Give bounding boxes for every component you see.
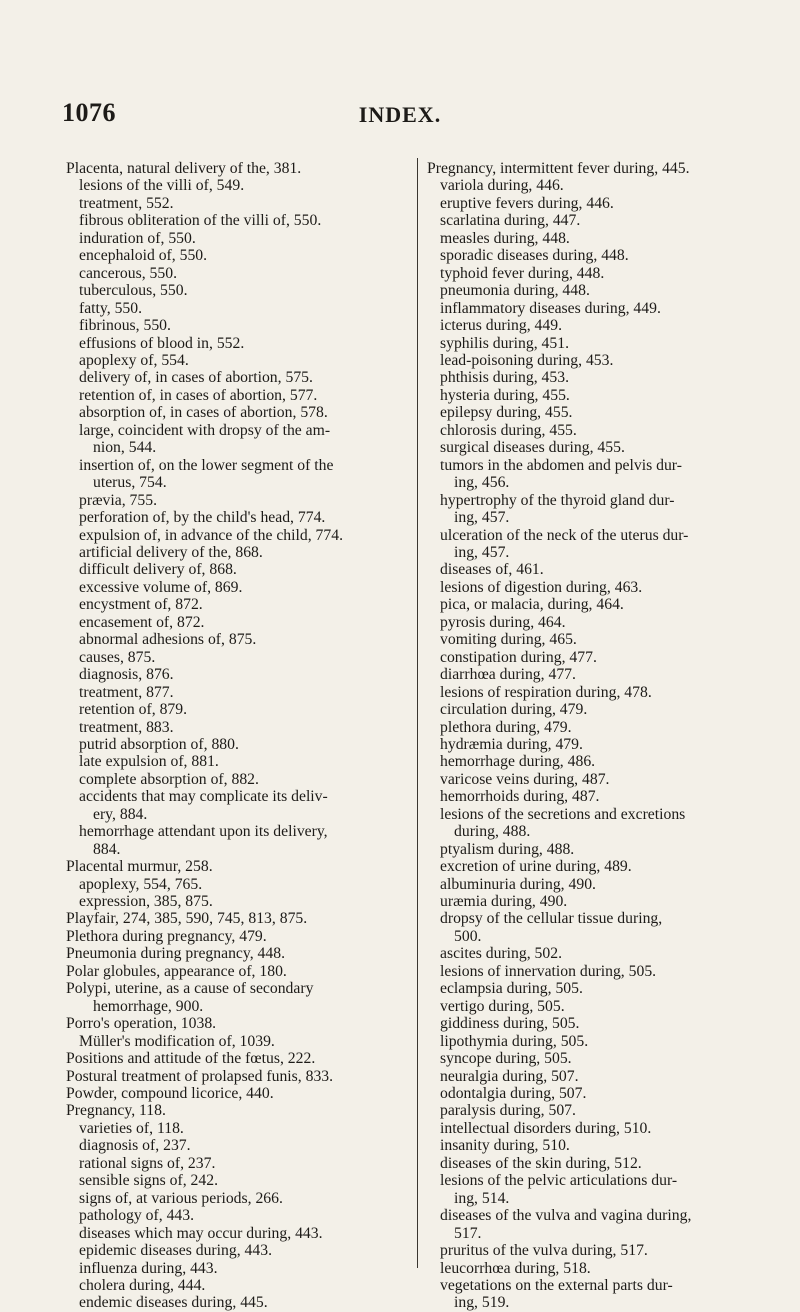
index-entry: diseases which may occur during, 443. xyxy=(79,1224,323,1242)
index-entry: treatment, 552. xyxy=(79,194,174,212)
index-entry: ulceration of the neck of the uterus dur- xyxy=(440,526,689,544)
index-entry: fibrinous, 550. xyxy=(79,317,171,335)
index-entry-continuation: ing, 514. xyxy=(454,1189,510,1207)
index-entry: encystment of, 872. xyxy=(79,596,203,614)
index-entry: prævia, 755. xyxy=(79,491,157,509)
index-entry: effusions of blood in, 552. xyxy=(79,334,245,352)
index-entry: circulation during, 479. xyxy=(440,701,588,719)
index-entry: Pneumonia during pregnancy, 448. xyxy=(66,945,285,963)
index-entry: Plethora during pregnancy, 479. xyxy=(66,927,267,945)
index-entry: Powder, compound licorice, 440. xyxy=(66,1085,274,1103)
index-entry: lesions of the pelvic articulations dur- xyxy=(440,1172,678,1190)
index-entry: expression, 385, 875. xyxy=(79,893,213,911)
index-entry: eruptive fevers during, 446. xyxy=(440,194,614,212)
index-entry: varieties of, 118. xyxy=(79,1119,184,1137)
index-entry: retention of, in cases of abortion, 577. xyxy=(79,386,318,404)
index-entry: inflammatory diseases during, 449. xyxy=(440,299,661,317)
index-entry-continuation: nion, 544. xyxy=(93,439,157,457)
index-entry: delivery of, in cases of abortion, 575. xyxy=(79,369,313,387)
index-entry: excretion of urine during, 489. xyxy=(440,858,632,876)
index-entry: insertion of, on the lower segment of the xyxy=(79,456,334,474)
index-entry: epilepsy during, 455. xyxy=(440,404,573,422)
index-entry: cancerous, 550. xyxy=(79,264,178,282)
index-entry: ascites during, 502. xyxy=(440,945,562,963)
index-entry: induration of, 550. xyxy=(79,229,196,247)
index-entry: diarrhœa during, 477. xyxy=(440,666,576,684)
index-entry: varicose veins during, 487. xyxy=(440,770,610,788)
index-entry: giddiness during, 505. xyxy=(440,1015,580,1033)
index-entry: vomiting during, 465. xyxy=(440,631,577,649)
index-entry: Müller's modification of, 1039. xyxy=(79,1032,275,1050)
index-entry: ptyalism during, 488. xyxy=(440,840,575,858)
index-entry: hemorrhoids during, 487. xyxy=(440,788,600,806)
index-entry: endemic diseases during, 445. xyxy=(79,1294,268,1312)
index-entry: dropsy of the cellular tissue during, xyxy=(440,910,663,928)
index-entry: eclampsia during, 505. xyxy=(440,980,583,998)
index-entry: Placental murmur, 258. xyxy=(66,858,213,876)
index-entry: lesions of the villi of, 549. xyxy=(79,177,245,195)
index-entry: hypertrophy of the thyroid gland dur- xyxy=(440,491,675,509)
index-entry: Postural treatment of prolapsed funis, 833. xyxy=(66,1067,334,1085)
index-entry: sporadic diseases during, 448. xyxy=(440,247,629,265)
index-entry: syphilis during, 451. xyxy=(440,334,569,352)
index-entry: perforation of, by the child's head, 774. xyxy=(79,509,326,527)
index-entry: hemorrhage attendant upon its delivery, xyxy=(79,823,328,841)
index-entry: artificial delivery of the, 868. xyxy=(79,543,263,561)
index-entry: lesions of respiration during, 478. xyxy=(440,683,652,701)
index-entry: putrid absorption of, 880. xyxy=(79,735,239,753)
column-divider xyxy=(417,158,418,1268)
index-entry: intellectual disorders during, 510. xyxy=(440,1119,652,1137)
index-entry: hemorrhage during, 486. xyxy=(440,753,596,771)
index-entry: treatment, 883. xyxy=(79,718,174,736)
index-entry: diseases of the skin during, 512. xyxy=(440,1154,642,1172)
index-entry: excessive volume of, 869. xyxy=(79,578,243,596)
index-entry: apoplexy of, 554. xyxy=(79,351,189,369)
index-entry: epidemic diseases during, 443. xyxy=(79,1242,272,1260)
index-column-right xyxy=(427,160,772,1312)
index-entry-continuation: ing, 457. xyxy=(454,509,510,527)
page-number: 1076 xyxy=(62,98,116,127)
index-entry: measles during, 448. xyxy=(440,229,570,247)
index-entry: pyrosis during, 464. xyxy=(440,613,566,631)
index-entry: tumors in the abdomen and pelvis dur- xyxy=(440,456,682,474)
index-entry: Positions and attitude of the fœtus, 222. xyxy=(66,1050,316,1068)
index-entry: pica, or malacia, during, 464. xyxy=(440,596,624,614)
index-entry: large, coincident with dropsy of the am- xyxy=(79,421,331,439)
index-entry-continuation: 517. xyxy=(454,1224,482,1242)
index-entry-continuation: 884. xyxy=(93,840,121,858)
index-entry: pathology of, 443. xyxy=(79,1207,195,1225)
index-entry: diseases of the vulva and vagina during, xyxy=(440,1207,692,1225)
index-entry: lead-poisoning during, 453. xyxy=(440,351,614,369)
index-entry: plethora during, 479. xyxy=(440,718,572,736)
index-entry: uræmia during, 490. xyxy=(440,893,568,911)
index-entry: cholera during, 444. xyxy=(79,1277,206,1294)
index-entry: syncope during, 505. xyxy=(440,1050,572,1068)
index-entry: apoplexy, 554, 765. xyxy=(79,875,203,893)
index-entry: influenza during, 443. xyxy=(79,1259,218,1277)
index-entry: abnormal adhesions of, 875. xyxy=(79,631,257,649)
index-entry: insanity during, 510. xyxy=(440,1137,570,1155)
index-entry-continuation: 500. xyxy=(454,927,482,945)
index-entry: lesions of innervation during, 505. xyxy=(440,962,657,980)
index-entry: absorption of, in cases of abortion, 578. xyxy=(79,404,328,422)
index-entry: Porro's operation, 1038. xyxy=(66,1015,217,1033)
index-entry: phthisis during, 453. xyxy=(440,369,569,387)
index-entry: encasement of, 872. xyxy=(79,613,205,631)
index-column-left xyxy=(66,160,414,1312)
index-entry: sensible signs of, 242. xyxy=(79,1172,219,1190)
index-entry: pruritus of the vulva during, 517. xyxy=(440,1242,648,1260)
index-entry: lesions of digestion during, 463. xyxy=(440,578,643,596)
index-entry: rational signs of, 237. xyxy=(79,1154,216,1172)
index-entry: retention of, 879. xyxy=(79,701,188,719)
index-entry-continuation: ery, 884. xyxy=(93,805,148,823)
index-entry: odontalgia during, 507. xyxy=(440,1085,587,1103)
index-entry: expulsion of, in advance of the child, 774. xyxy=(79,526,344,544)
index-entry: chlorosis during, 455. xyxy=(440,421,577,439)
index-entry: fatty, 550. xyxy=(79,299,143,317)
index-entry: Pregnancy, intermittent fever during, 445. xyxy=(427,160,690,177)
page-heading: INDEX. xyxy=(358,102,442,127)
index-entry: fibrous obliteration of the villi of, 550. xyxy=(79,212,322,230)
index-entry: vertigo during, 505. xyxy=(440,997,565,1015)
index-entry-continuation: ing, 519. xyxy=(454,1294,510,1312)
index-entry: difficult delivery of, 868. xyxy=(79,561,237,579)
index-entry: lipothymia during, 505. xyxy=(440,1032,589,1050)
index-entry: hysteria during, 455. xyxy=(440,386,570,404)
index-entry: hydræmia during, 479. xyxy=(440,735,583,753)
index-entry: variola during, 446. xyxy=(440,177,564,195)
index-entry-continuation: ing, 457. xyxy=(454,543,510,561)
index-entry: vegetations on the external parts dur- xyxy=(440,1277,673,1294)
index-entry: Placenta, natural delivery of the, 381. xyxy=(66,160,302,177)
index-entry-continuation: hemorrhage, 900. xyxy=(93,997,204,1015)
index-entry: Pregnancy, 118. xyxy=(66,1102,166,1120)
index-entry: encephaloid of, 550. xyxy=(79,247,208,265)
index-entry: late expulsion of, 881. xyxy=(79,753,219,771)
index-entry: Polypi, uterine, as a cause of secondary xyxy=(66,980,314,998)
index-entry: leucorrhœa during, 518. xyxy=(440,1259,591,1277)
index-entry: icterus during, 449. xyxy=(440,317,562,335)
index-entry: Playfair, 274, 385, 590, 745, 813, 875. xyxy=(66,910,308,928)
index-entry: paralysis during, 507. xyxy=(440,1102,576,1120)
index-entry: diagnosis, 876. xyxy=(79,666,174,684)
index-entry: diagnosis of, 237. xyxy=(79,1137,191,1155)
index-entry: surgical diseases during, 455. xyxy=(440,439,625,457)
index-entry: complete absorption of, 882. xyxy=(79,770,259,788)
index-entry: constipation during, 477. xyxy=(440,648,597,666)
index-entry: albuminuria during, 490. xyxy=(440,875,596,893)
index-entry: causes, 875. xyxy=(79,648,156,666)
index-entry: accidents that may complicate its deliv- xyxy=(79,788,328,806)
index-entry-continuation: uterus, 754. xyxy=(93,474,167,492)
index-entry: tuberculous, 550. xyxy=(79,282,188,300)
index-entry: lesions of the secretions and excretions xyxy=(440,805,686,823)
index-entry: signs of, at various periods, 266. xyxy=(79,1189,283,1207)
index-entry: Polar globules, appearance of, 180. xyxy=(66,962,287,980)
index-entry-continuation: ing, 456. xyxy=(454,474,510,492)
index-entry: neuralgia during, 507. xyxy=(440,1067,579,1085)
index-entry: pneumonia during, 448. xyxy=(440,282,590,300)
index-entry: treatment, 877. xyxy=(79,683,174,701)
index-entry: scarlatina during, 447. xyxy=(440,212,581,230)
index-entry: typhoid fever during, 448. xyxy=(440,264,605,282)
index-entry-continuation: during, 488. xyxy=(454,823,531,841)
index-entry: diseases of, 461. xyxy=(440,561,544,579)
